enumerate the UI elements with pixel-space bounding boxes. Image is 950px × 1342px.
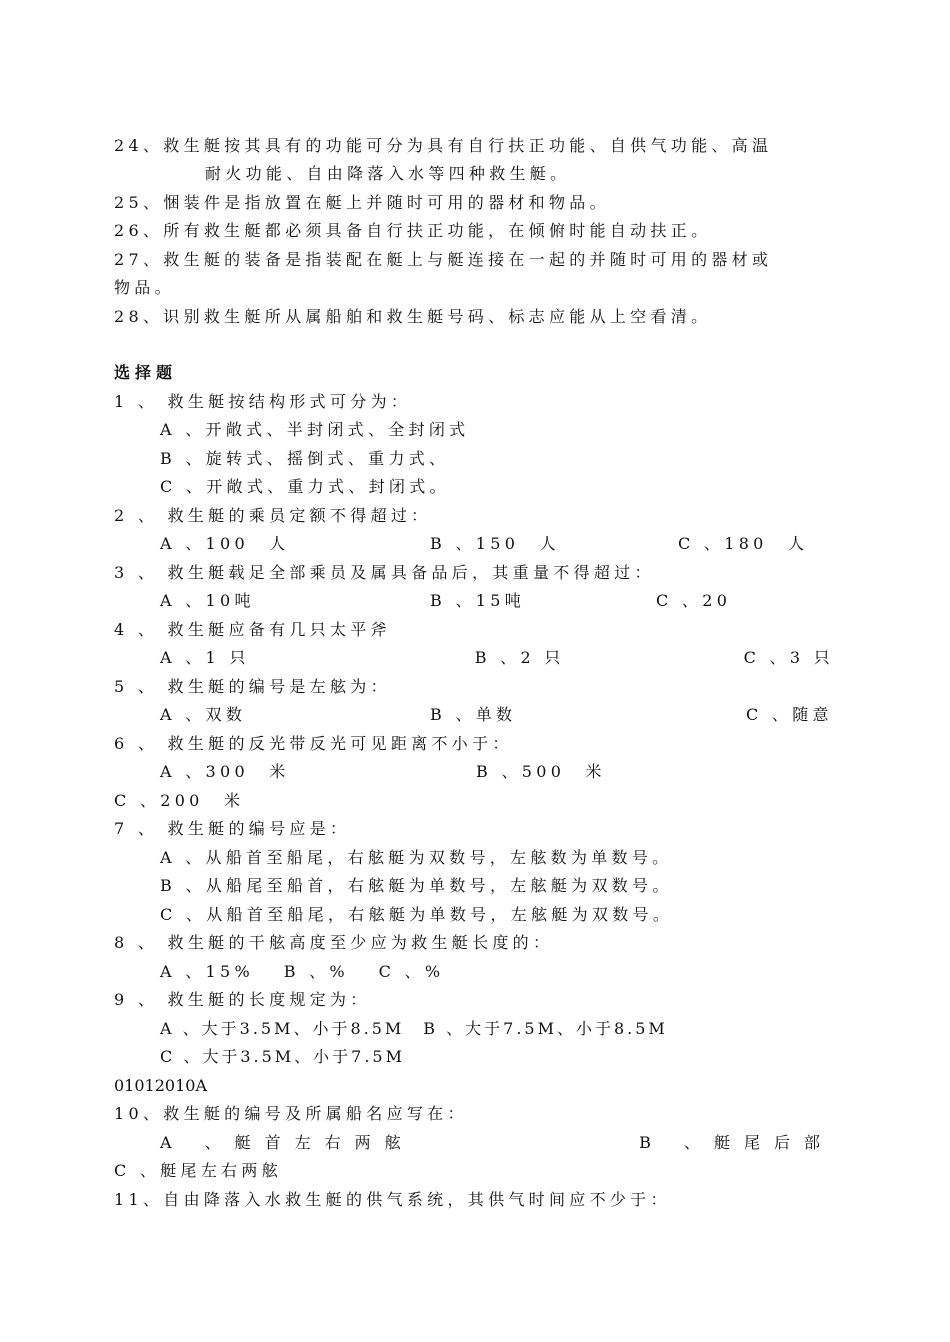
options-row [160,645,834,671]
question-5 [114,674,834,700]
question-text: 救生艇的编号及所属船名应写在： [163,1104,468,1123]
statement-text: 救生艇按其具有的功能可分为具有自行扶正功能、自供气功能、高温 [163,136,773,155]
statement-24-continuation: 耐火功能、自由降落入水等四种救生艇。 [205,164,571,183]
option-b: B 、从船尾至船首，右舷艇为单数号，左舷艇为双数号。 [160,876,673,895]
statement-27 [114,247,834,273]
option-c: C 、3 只 [743,648,834,667]
question-2 [114,503,834,529]
question-number: 3 、 [114,563,159,582]
option-c: C 、180 人 [678,534,809,553]
question-text: 救生艇的长度规定为： [167,990,371,1009]
statement-text: 救生艇的装备是指装配在艇上与艇连接在一起的并随时可用的器材或 [163,250,773,269]
question-3 [114,560,834,586]
option-b: B 、2 只 [474,648,565,667]
question-number: 4 、 [114,620,159,639]
item-number: 26、 [114,221,164,240]
options-row [160,759,834,785]
option-a: A 、开敞式、半封闭式、全封闭式 [160,420,470,439]
question-number: 7 、 [114,819,159,838]
question-number: 6 、 [114,734,159,753]
question-text: 自由降落入水救生艇的供气系统，其供气时间应不少于： [163,1190,671,1209]
option-c: C 、开敞式、重力式、封闭式。 [160,477,450,496]
question-text: 救生艇的编号是左舷为： [167,677,391,696]
question-10 [114,1101,834,1127]
statement-text: 所有救生艇都必须具备自行扶正功能，在倾俯时能自动扶正。 [163,221,712,240]
statement-text: 识别救生艇所从属船舶和救生艇号码、标志应能从上空看清。 [163,307,712,326]
options-row: A 、大于3.5M、小于8.5M B 、大于7.5M、小于8.5M [160,1019,668,1038]
question-number: 5 、 [114,677,159,696]
option-c: C 、艇尾左右两舷 [114,1161,283,1180]
question-text: 救生艇应备有几只太平斧 [167,620,391,639]
question-8 [114,930,834,956]
item-number: 24、 [114,136,164,155]
question-1 [114,389,834,415]
question-number: 10、 [114,1104,164,1123]
statement-27-continuation: 物品。 [114,278,175,297]
option-b: B 、艇尾后部 [639,1133,834,1152]
option-a: A 、100 人 [160,534,290,553]
option-b: B 、15吨 [430,591,526,610]
option-a: A 、从船首至船尾，右舷艇为双数号，左舷数为单数号。 [160,848,673,867]
options-row [160,702,834,728]
question-number: 8 、 [114,933,159,952]
question-number: 9 、 [114,990,159,1009]
question-text: 救生艇的干舷高度至少应为救生艇长度的： [167,933,554,952]
question-number: 1 、 [114,392,159,411]
options-row [160,588,834,614]
question-number: 2 、 [114,506,159,525]
option-c: C 、20 [656,591,732,610]
question-4 [114,617,834,643]
option-a: A 、1 只 [160,648,250,667]
option-b: B 、500 米 [476,762,606,781]
option-a: A 、双数 [160,705,247,724]
item-number: 25、 [114,193,164,212]
options-row: A 、15% B 、% C 、% [160,962,445,981]
option-c: C 、200 米 [114,791,245,810]
statement-24 [114,133,834,159]
option-b: B 、旋转式、摇倒式、重力式、 [160,449,450,468]
option-b: B 、150 人 [430,534,560,553]
statement-26 [114,218,834,244]
option-a: A 、300 米 [160,762,290,781]
option-a: A 、艇首左右两舷 [160,1133,415,1152]
statement-text: 悃装件是指放置在艇上并随时可用的器材和物品。 [163,193,610,212]
option-b: B 、单数 [430,705,517,724]
option-a: A 、10吨 [160,591,255,610]
options-row [160,531,834,557]
statement-25 [114,190,834,216]
question-6 [114,731,834,757]
option-c: C 、从船首至船尾，右舷艇为单数号，左舷艇为双数号。 [160,905,674,924]
question-9 [114,987,834,1013]
question-11 [114,1187,834,1213]
question-text: 救生艇的反光带反光可见距离不小于： [167,734,513,753]
question-7 [114,816,834,842]
item-number: 28、 [114,307,164,326]
question-text: 救生艇的乘员定额不得超过： [167,506,432,525]
options-row [160,1130,834,1156]
question-text: 救生艇的编号应是： [167,819,351,838]
item-number: 27、 [114,250,164,269]
question-code: 01012010A [114,1076,207,1095]
question-number: 11、 [114,1190,164,1209]
option-c: C 、大于3.5M、小于7.5M [160,1047,405,1066]
option-c: C 、随意 [746,705,833,724]
question-text: 救生艇载足全部乘员及属具备品后，其重量不得超过： [167,563,655,582]
section-title: 选择题 [114,363,178,382]
statement-28 [114,304,834,330]
question-text: 救生艇按结构形式可分为： [167,392,412,411]
